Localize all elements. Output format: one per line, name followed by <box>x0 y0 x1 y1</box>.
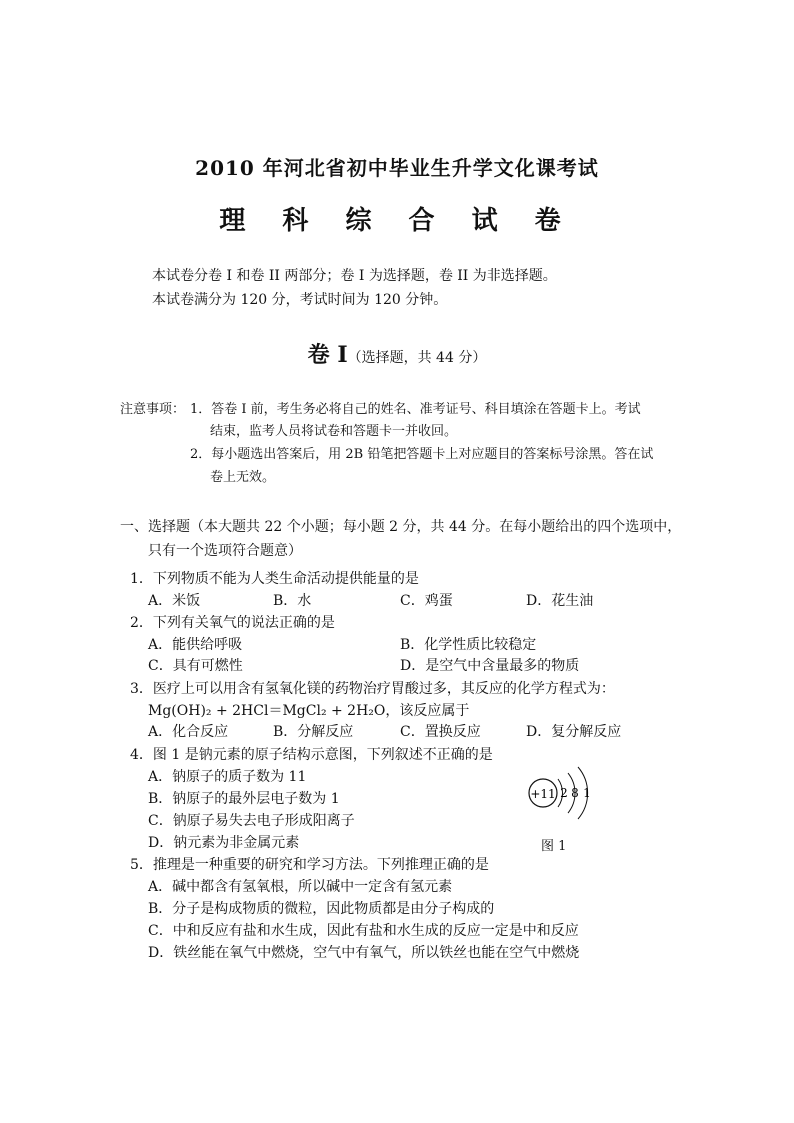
q2-option-d: D．是空气中含量最多的物质 <box>400 658 580 674</box>
q3-option-a: A．化合反应 <box>148 724 229 740</box>
q3-equation: Mg(OH)₂ + 2HCl＝MgCl₂ + 2H₂O，该反应属于 <box>148 703 470 719</box>
section-name: 卷 I <box>307 342 348 368</box>
notes-label: 注意事项： <box>120 402 186 417</box>
q1-stem: 1．下列物质不能为人类生命活动提供能量的是 <box>130 571 419 587</box>
q5-option-c: C．中和反应有盐和水生成，因此有盐和水生成的反应一定是中和反应 <box>148 923 579 939</box>
q4-option-c: C．钠原子易失去电子形成阳离子 <box>148 813 355 829</box>
intro-line-1: 本试卷分卷 I 和卷 II 两部分；卷 I 为选择题，卷 II 为非选择题。 <box>152 268 557 284</box>
q5-option-d: D．铁丝能在氧气中燃烧，空气中有氧气，所以铁丝也能在空气中燃烧 <box>148 945 580 961</box>
atom-structure-icon <box>520 765 610 845</box>
q4-stem: 4．图 1 是钠元素的原子结构示意图，下列叙述不正确的是 <box>130 747 493 763</box>
intro-line-2: 本试卷满分为 120 分，考试时间为 120 分钟。 <box>152 292 448 308</box>
q3-stem: 3．医疗上可以用含有氢氧化镁的药物治疗胃酸过多，其反应的化学方程式为： <box>130 681 615 697</box>
nucleus-label: +11 <box>530 787 556 801</box>
q5-option-b: B．分子是构成物质的微粒，因此物质都是由分子构成的 <box>148 901 495 917</box>
q4-option-d: D．钠元素为非金属元素 <box>148 835 300 851</box>
exam-subtitle: 理 科 综 合 试 卷 <box>219 206 575 236</box>
note-2-line-2: 卷上无效。 <box>210 470 276 485</box>
q5-stem: 5．推理是一种重要的研究和学习方法。下列推理正确的是 <box>130 857 489 873</box>
note-1-line-2: 结束，监考人员将试卷和答题卡一并收回。 <box>210 424 458 439</box>
part1-heading-line-2: 只有一个选项符合题意） <box>148 543 302 559</box>
shell-3-electrons: 1 <box>583 786 591 800</box>
q2-option-c: C．具有可燃性 <box>148 658 243 674</box>
q3-option-b: B．分解反应 <box>273 724 354 740</box>
q2-stem: 2．下列有关氧气的说法正确的是 <box>130 615 335 631</box>
q1-option-d: D．花生油 <box>526 593 594 609</box>
q3-option-d: D．复分解反应 <box>526 724 622 740</box>
q1-option-a: A．米饭 <box>148 593 201 609</box>
section-desc: （选择题，共 44 分） <box>347 350 487 366</box>
q2-option-b: B．化学性质比较稳定 <box>400 637 537 653</box>
q4-option-b: B．钠原子的最外层电子数为 1 <box>148 791 340 807</box>
part1-heading-line-1: 一、选择题（本大题共 22 个小题；每小题 2 分，共 44 分。在每小题给出的四个选项中， <box>120 519 682 535</box>
q1-option-b: B．水 <box>273 593 312 609</box>
section-heading <box>0 338 794 369</box>
figure-caption: 图 1 <box>541 839 567 854</box>
shell-2-electrons: 8 <box>571 786 579 800</box>
note-1-line-1: 1．答卷 I 前，考生务必将自己的姓名、准考证号、科目填涂在答题卡上。考试 <box>190 402 641 417</box>
shell-1-electrons: 2 <box>560 786 568 800</box>
q5-option-a: A．碱中都含有氢氧根，所以碱中一定含有氢元素 <box>148 879 453 895</box>
q1-option-c: C．鸡蛋 <box>400 593 453 609</box>
q3-option-c: C．置换反应 <box>400 724 481 740</box>
exam-title: 2010 年河北省初中毕业生升学文化课考试 <box>195 156 599 180</box>
q2-option-a: A．能供给呼吸 <box>148 637 243 653</box>
q4-option-a: A．钠原子的质子数为 11 <box>148 769 307 785</box>
note-2-line-1: 2．每小题选出答案后，用 2B 铅笔把答题卡上对应题目的答案标号涂黑。答在试 <box>190 447 654 462</box>
